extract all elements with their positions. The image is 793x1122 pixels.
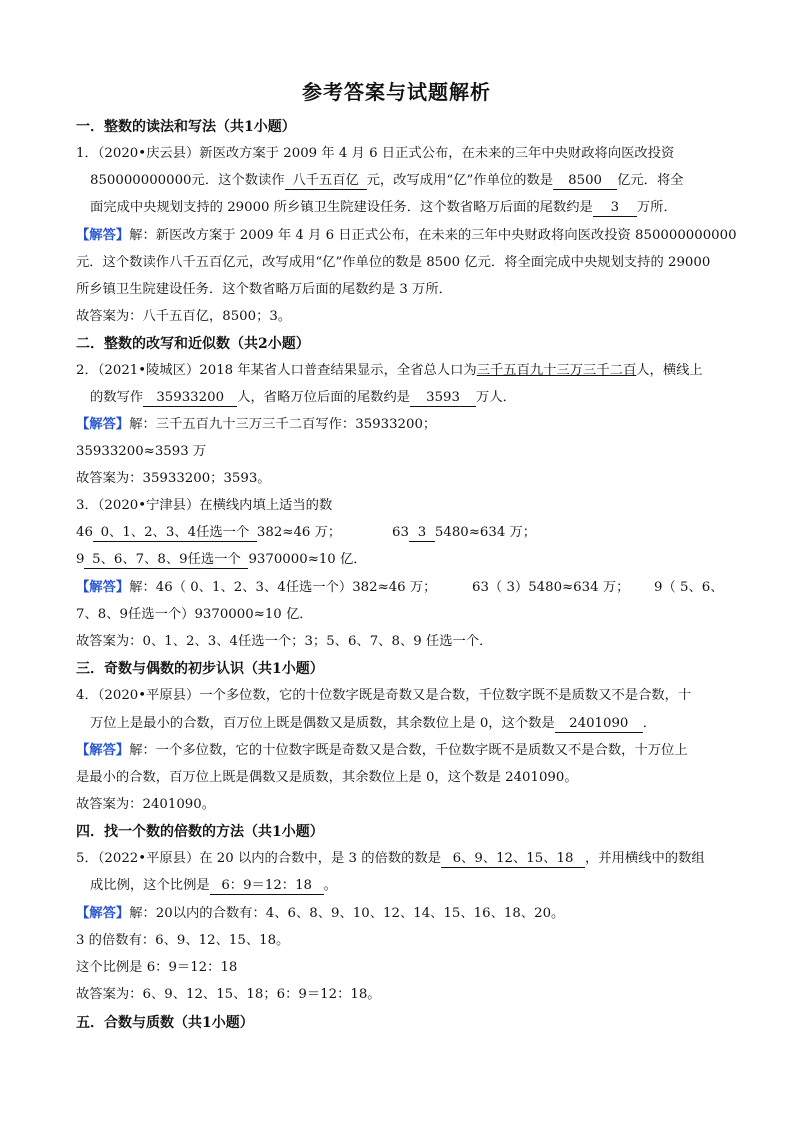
q3-row-2: 9 5、6、7、8、9任选一个 9370000≈10 亿． (76, 552, 367, 567)
q2-underlined-number: 三千五百九十三万三千二百 (476, 363, 637, 378)
q3-blank-1: 0、1、2、3、4任选一个 (93, 525, 257, 542)
q5-line-1: 5．（2022•平原县）在 20 以内的合数中，是 3 的倍数的数是 6、9、12、15、18 ，并用横线中的数组 (76, 851, 705, 866)
q5-answer-1: 【解答】解：20以内的合数有：4、6、8、9、10、12、14、15、16、18、20。 (76, 906, 565, 921)
q1-answer-2: 元．这个数读作八千五百亿元，改写成用“亿”作单位的数是 8500 亿元．将全面完成中央规划支持的 29000 (76, 255, 711, 270)
q4-line-2: 万位上是最小的合数，百万位上既是偶数又是质数，其余数位上是 0，这个数是 2401090 ． (90, 716, 657, 731)
q3-row-1b: 63 3 5480≈634 万； (392, 525, 537, 540)
q1-blank-1: 八千五百亿 (285, 173, 367, 190)
q1-line-2: 850000000000元．这个数读作 八千五百亿 元，改写成用“亿”作单位的数是 8500 亿元．将全 (90, 173, 684, 188)
q5-answer-3: 这个比例是 6：9＝12：18 (76, 960, 238, 975)
q3-row-1: 46 0、1、2、3、4任选一个 382≈46 万； (76, 525, 342, 540)
q3-answer-2: 7、8、9任选一个）9370000≈10 亿． (76, 607, 313, 622)
q1-final: 故答案为：八千五百亿，8500；3。 (76, 309, 292, 324)
section-heading-5: 五．合数与质数（共1小题） (76, 1015, 254, 1031)
q2-final: 故答案为：35933200；3593。 (76, 471, 271, 486)
q4-answer-1: 【解答】解：一个多位数，它的十位数字既是奇数又是合数，千位数字既不是质数又不是合数，十万位上 (76, 743, 688, 758)
page-title: 参考答案与试题解析 (302, 80, 491, 104)
q2-line-1: 2．（2021•陵城区）2018 年某省人口普查结果显示，全省总人口为三千五百九十三万三千二百人，横线上 (76, 363, 703, 378)
section-heading-1: 一．整数的读法和写法（共1小题） (76, 119, 296, 135)
q4-blank-1: 2401090 (555, 716, 643, 733)
q5-final: 故答案为：6、9、12、15、18；6：9＝12：18。 (76, 987, 381, 1002)
q1-answer-1: 【解答】解：新医改方案于 2009 年 4 月 6 日正式公布，在未来的三年中央财政将向医改投资 850000000000 (76, 228, 737, 243)
answer-tag: 【解答】 (76, 417, 130, 432)
section-heading-2: 二．整数的改写和近似数（共2小题） (76, 336, 310, 352)
q4-final: 故答案为：2401090。 (76, 797, 216, 812)
answer-tag: 【解答】 (76, 580, 130, 595)
q3-answer-1: 【解答】解：46（ 0、1、2、3、4任选一个）382≈46 万； (76, 580, 437, 595)
q1-blank-3: 3 (593, 200, 637, 217)
q2-line-2: 的数写作 35933200 人，省略万位后面的尾数约是 3593 万人． (90, 390, 516, 405)
section-heading-3: 三．奇数与偶数的初步认识（共1小题） (76, 661, 324, 677)
q4-answer-2: 是最小的合数，百万位上既是偶数又是质数，其余数位上是 0，这个数是 2401090。 (76, 770, 578, 785)
q5-answer-2: 3 的倍数有：6、9、12、15、18。 (76, 933, 290, 948)
q2-answer-1: 【解答】解：三千五百九十三万三千二百写作：35933200； (76, 417, 437, 432)
q2-blank-2: 3593 (410, 390, 476, 407)
q3-answer-1b: 63（ 3）5480≈634 万； (472, 580, 630, 595)
q3-final: 故答案为：0、1、2、3、4任选一个；3；5、6、7、8、9 任选一个． (76, 634, 493, 649)
section-heading-4: 四．找一个数的倍数的方法（共1小题） (76, 824, 324, 840)
q2-answer-2: 35933200≈3593 万 (76, 444, 207, 459)
q3-line-1: 3．（2020•宁津县）在横线内填上适当的数 (76, 498, 333, 513)
answer-tag: 【解答】 (76, 906, 130, 921)
q5-line-2: 成比例，这个比例是 6：9＝12：18 。 (90, 878, 337, 893)
q5-blank-1: 6、9、12、15、18 (441, 851, 585, 868)
q1-line-1: 1．（2020•庆云县）新医改方案于 2009 年 4 月 6 日正式公布，在未来的三年中央财政将向医改投资 (76, 146, 675, 161)
answer-tag: 【解答】 (76, 743, 130, 758)
q4-line-1: 4．（2020•平原县）一个多位数，它的十位数字既是奇数又是合数，千位数字既不是质数又不是合数，十 (76, 688, 692, 703)
q1-answer-3: 所乡镇卫生院建设任务．这个数省略万后面的尾数约是 3 万所． (76, 282, 452, 297)
q1-blank-2: 8500 (553, 173, 617, 190)
q3-blank-3: 5、6、7、8、9任选一个 (84, 552, 248, 569)
q2-blank-1: 35933200 (143, 390, 237, 407)
answer-tag: 【解答】 (76, 228, 130, 243)
q5-blank-2: 6：9＝12：18 (210, 878, 324, 895)
q3-answer-1c: 9（ 5、6、 (654, 580, 724, 595)
q1-line-3: 面完成中央规划支持的 29000 所乡镇卫生院建设任务．这个数省略万后面的尾数约是 3 万所． (90, 200, 677, 215)
q3-blank-2: 3 (409, 525, 435, 542)
